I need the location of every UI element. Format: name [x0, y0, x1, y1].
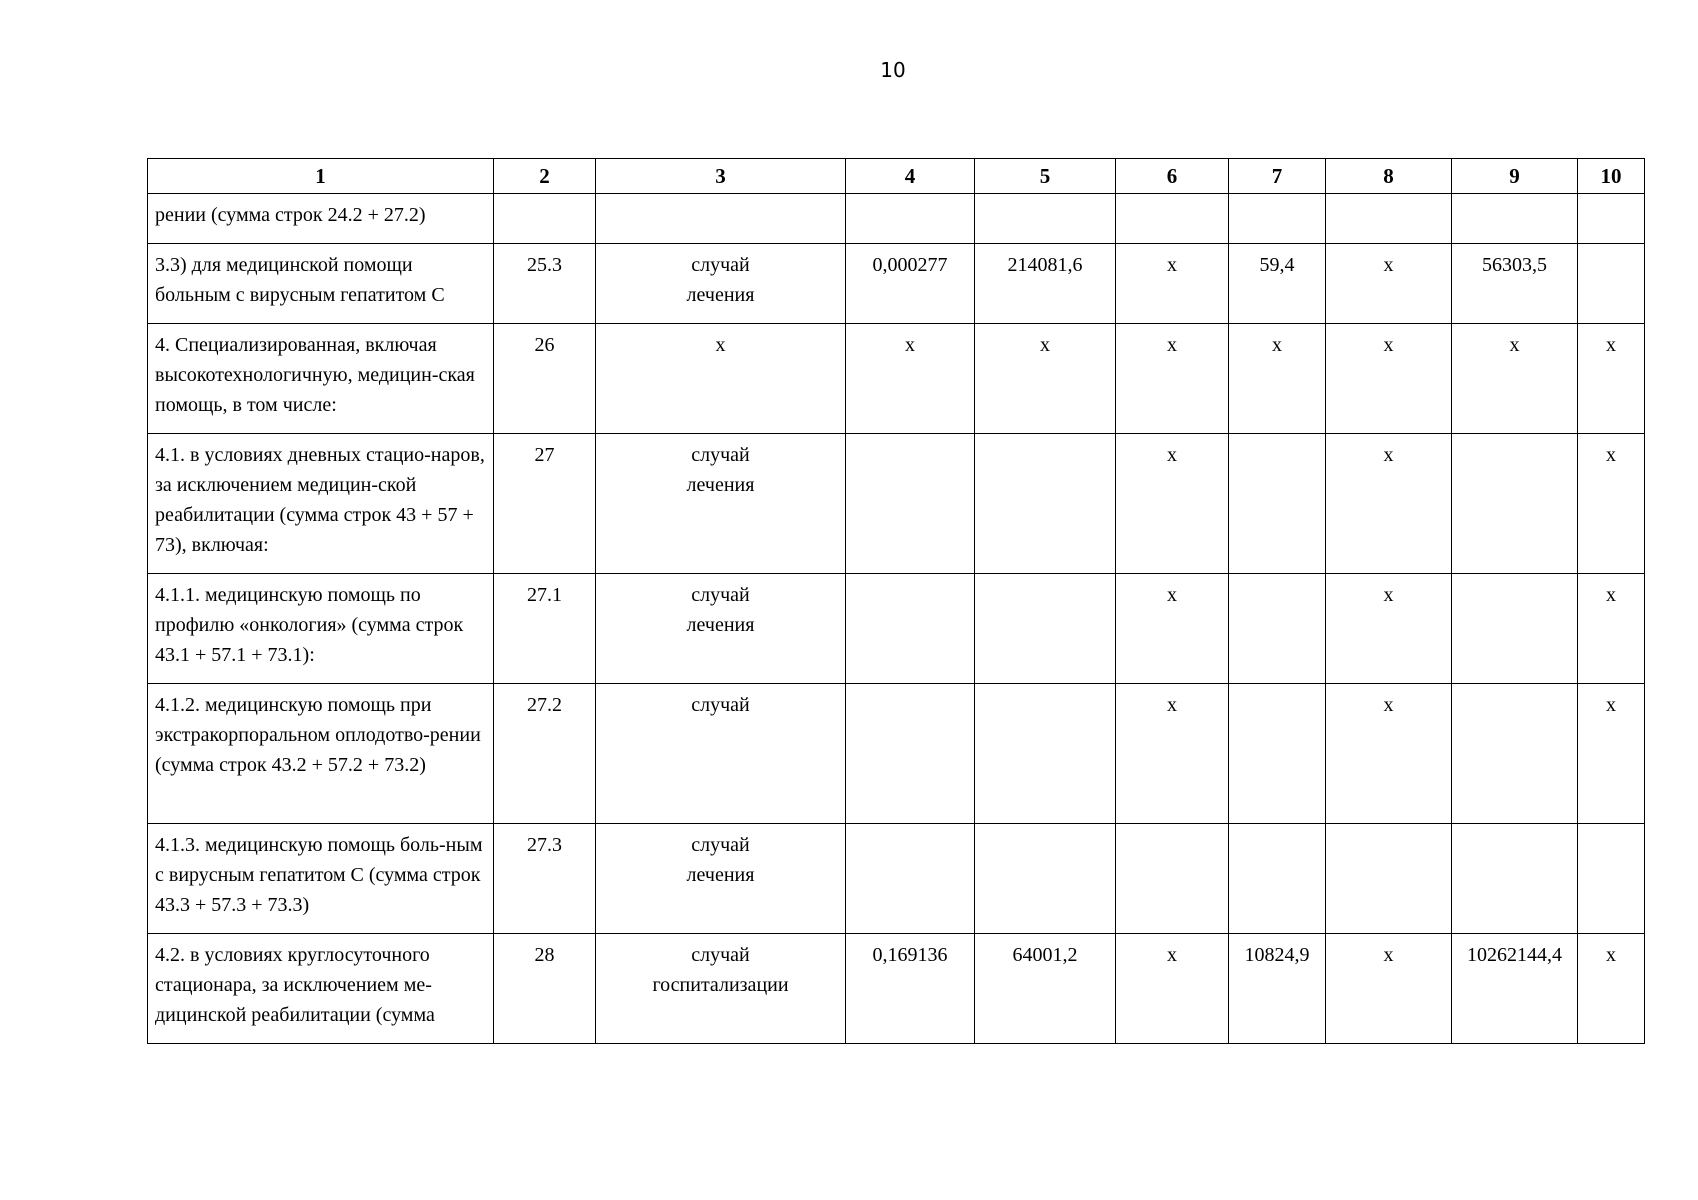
- value-cell: [1116, 194, 1229, 244]
- table-row: [148, 244, 1645, 324]
- table-row: [148, 824, 1645, 934]
- column-header: 6: [1116, 159, 1229, 194]
- data-table: [147, 158, 1645, 1044]
- unit-cell: [596, 934, 846, 1044]
- table-row: [148, 684, 1645, 824]
- row-code-cell: 27.3: [494, 824, 596, 934]
- value-cell: х: [1578, 434, 1645, 574]
- value-cell: [975, 824, 1116, 934]
- value-cell: [1229, 434, 1326, 574]
- value-cell: [846, 824, 975, 934]
- value-cell: [1326, 824, 1452, 934]
- unit-cell: [596, 244, 846, 324]
- unit-line: случай: [691, 584, 750, 606]
- value-cell: [1116, 824, 1229, 934]
- row-label-cell: 4. Специализированная, включая высокотехнологичную, медицин-ская помощь, в том числе:: [148, 324, 494, 434]
- table-row: [148, 574, 1645, 684]
- unit-line: случай: [691, 254, 750, 276]
- unit-line: случай: [691, 444, 750, 466]
- value-cell: [1452, 574, 1578, 684]
- unit-cell: [596, 574, 846, 684]
- value-cell: 0,169136: [846, 934, 975, 1044]
- value-cell: [1578, 824, 1645, 934]
- value-cell: [1229, 684, 1326, 824]
- value-cell: х: [1116, 684, 1229, 824]
- value-cell: х: [1578, 684, 1645, 824]
- unit-line: случай: [691, 944, 750, 966]
- unit-line: лечения: [686, 864, 755, 886]
- value-cell: х: [1116, 934, 1229, 1044]
- unit-line: лечения: [686, 474, 755, 496]
- value-cell: х: [1578, 934, 1645, 1044]
- column-header: 7: [1229, 159, 1326, 194]
- column-header: 2: [494, 159, 596, 194]
- value-cell: [1452, 684, 1578, 824]
- unit-cell: [596, 194, 846, 244]
- column-header: 10: [1578, 159, 1645, 194]
- row-code-cell: 27.1: [494, 574, 596, 684]
- row-label-cell: 4.1.3. медицинскую помощь боль-ным с вирусным гепатитом С (сумма строк 43.3 + 57.3 + 73.3): [148, 824, 494, 934]
- unit-line: лечения: [686, 284, 755, 306]
- value-cell: 64001,2: [975, 934, 1116, 1044]
- value-cell: х: [1326, 574, 1452, 684]
- column-header: 9: [1452, 159, 1578, 194]
- value-cell: [1452, 434, 1578, 574]
- value-cell: 10262144,4: [1452, 934, 1578, 1044]
- value-cell: [975, 434, 1116, 574]
- value-cell: [975, 684, 1116, 824]
- value-cell: 214081,6: [975, 244, 1116, 324]
- row-code-cell: [494, 194, 596, 244]
- value-cell: [1452, 824, 1578, 934]
- value-cell: [1578, 194, 1645, 244]
- row-code-cell: 26: [494, 324, 596, 434]
- value-cell: 10824,9: [1229, 934, 1326, 1044]
- column-header: 1: [148, 159, 494, 194]
- value-cell: х: [1116, 574, 1229, 684]
- row-label-cell: 4.1. в условиях дневных стацио-наров, за исключением медицин-ской реабилитации (сумма строк 43 + 57 + 73), включая:: [148, 434, 494, 574]
- value-cell: [1326, 194, 1452, 244]
- value-cell: х: [1326, 324, 1452, 434]
- value-cell: х: [1116, 244, 1229, 324]
- value-cell: х: [975, 324, 1116, 434]
- unit-cell: [596, 324, 846, 434]
- value-cell: х: [1578, 574, 1645, 684]
- value-cell: [1229, 574, 1326, 684]
- row-code-cell: 27.2: [494, 684, 596, 824]
- row-label-cell: 4.1.2. медицинскую помощь при экстракорпоральном оплодотво-рении (сумма строк 43.2 + 57.2 + 73.2): [148, 684, 494, 824]
- column-header: 4: [846, 159, 975, 194]
- table-row: [148, 194, 1645, 244]
- value-cell: х: [1326, 684, 1452, 824]
- value-cell: 56303,5: [1452, 244, 1578, 324]
- unit-line: х: [715, 334, 726, 356]
- value-cell: х: [846, 324, 975, 434]
- column-header: 8: [1326, 159, 1452, 194]
- value-cell: [975, 194, 1116, 244]
- value-cell: [1229, 824, 1326, 934]
- table-row: [148, 324, 1645, 434]
- value-cell: [846, 574, 975, 684]
- table-header-row: [148, 159, 1645, 194]
- column-header: 5: [975, 159, 1116, 194]
- column-header: 3: [596, 159, 846, 194]
- page-number: 10: [880, 58, 906, 82]
- row-code-cell: 25.3: [494, 244, 596, 324]
- value-cell: [846, 194, 975, 244]
- table-row: [148, 434, 1645, 574]
- value-cell: [1452, 194, 1578, 244]
- value-cell: 0,000277: [846, 244, 975, 324]
- row-label-cell: 4.2. в условиях круглосуточного стационара, за исключением ме-дицинской реабилитации (сумма: [148, 934, 494, 1044]
- value-cell: х: [1326, 934, 1452, 1044]
- value-cell: х: [1326, 244, 1452, 324]
- value-cell: [846, 684, 975, 824]
- row-label-cell: 4.1.1. медицинскую помощь по профилю «онкология» (сумма строк 43.1 + 57.1 + 73.1):: [148, 574, 494, 684]
- unit-line: госпитализации: [652, 974, 789, 996]
- value-cell: [1229, 194, 1326, 244]
- value-cell: х: [1229, 324, 1326, 434]
- unit-cell: [596, 824, 846, 934]
- value-cell: х: [1116, 324, 1229, 434]
- unit-line: случай: [691, 694, 750, 716]
- unit-line: лечения: [686, 614, 755, 636]
- unit-cell: [596, 434, 846, 574]
- value-cell: х: [1578, 324, 1645, 434]
- row-code-cell: 27: [494, 434, 596, 574]
- unit-line: случай: [691, 834, 750, 856]
- value-cell: х: [1116, 434, 1229, 574]
- row-label-cell: рении (сумма строк 24.2 + 27.2): [148, 194, 494, 244]
- value-cell: [846, 434, 975, 574]
- value-cell: 59,4: [1229, 244, 1326, 324]
- table-row: [148, 934, 1645, 1044]
- row-code-cell: 28: [494, 934, 596, 1044]
- row-label-cell: 3.3) для медицинской помощи больным с вирусным гепатитом С: [148, 244, 494, 324]
- value-cell: х: [1452, 324, 1578, 434]
- value-cell: [975, 574, 1116, 684]
- unit-cell: [596, 684, 846, 824]
- value-cell: [1578, 244, 1645, 324]
- value-cell: х: [1326, 434, 1452, 574]
